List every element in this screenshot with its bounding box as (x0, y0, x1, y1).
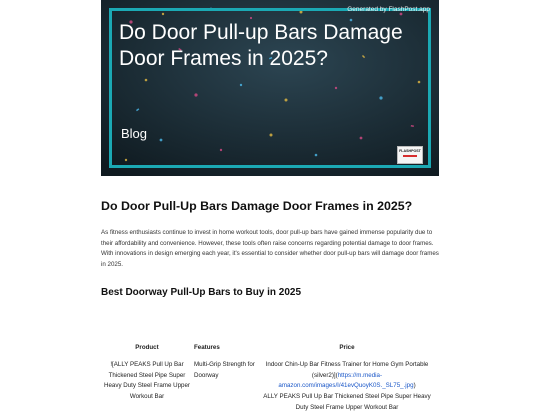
cell-features: Multi-Grip Strength for Doorway (194, 360, 255, 379)
header-features: Features (194, 344, 220, 351)
table-header-row (103, 343, 437, 360)
price-text-end: ) (413, 382, 416, 390)
article-intro: As fitness enthusiasts continue to invest in home workout tools, door pull-up bars have gained immense popularity due to their affordability and convenience. However, these tools often raise concerns regarding potential damage to door frames. With innovations in design emerging each year, it's essential to consider whether door pull-up bars will damage door frames in 2025. (101, 229, 439, 268)
hero-category: Blog (121, 126, 148, 141)
table-row (103, 360, 437, 414)
article-body (101, 196, 439, 298)
article-title: Do Door Pull-Up Bars Damage Door Frames in 2025? (101, 199, 413, 213)
flashpost-logo (397, 146, 423, 164)
hero-title: Do Door Pull-up Bars Damage Door Frames in 2025? (119, 21, 403, 70)
hero-banner (101, 0, 439, 176)
generated-by-label: Generated by FlashPost.app (347, 6, 430, 13)
price-text: Indoor Chin-Up Bar Fitness Trainer for Home Gym Portable (silver2)]( (265, 360, 429, 379)
price-text-continued: ALLY PEAKS Pull Up Bar Thickened Steel Pipe Super Heavy Duty Steel Frame Upper Workout Bar (263, 393, 431, 411)
cell-price (257, 360, 437, 414)
product-image-link[interactable]: https://m.media-amazon.com/images/I/41evQuoyK0S._SL75_.jpg (278, 371, 414, 390)
cell-product: ![ALLY PEAKS Pull Up Bar Thickened Steel Pipe Super Heavy Duty Steel Frame Upper Workout Bar (104, 360, 190, 401)
header-price: Price (339, 344, 355, 351)
section-heading: Best Doorway Pull-Up Bars to Buy in 2025 (101, 287, 302, 298)
logo-bar (403, 155, 417, 157)
header-product: Product (135, 344, 159, 351)
products-table (103, 343, 437, 414)
logo-text: FLASHPOST (399, 149, 421, 153)
